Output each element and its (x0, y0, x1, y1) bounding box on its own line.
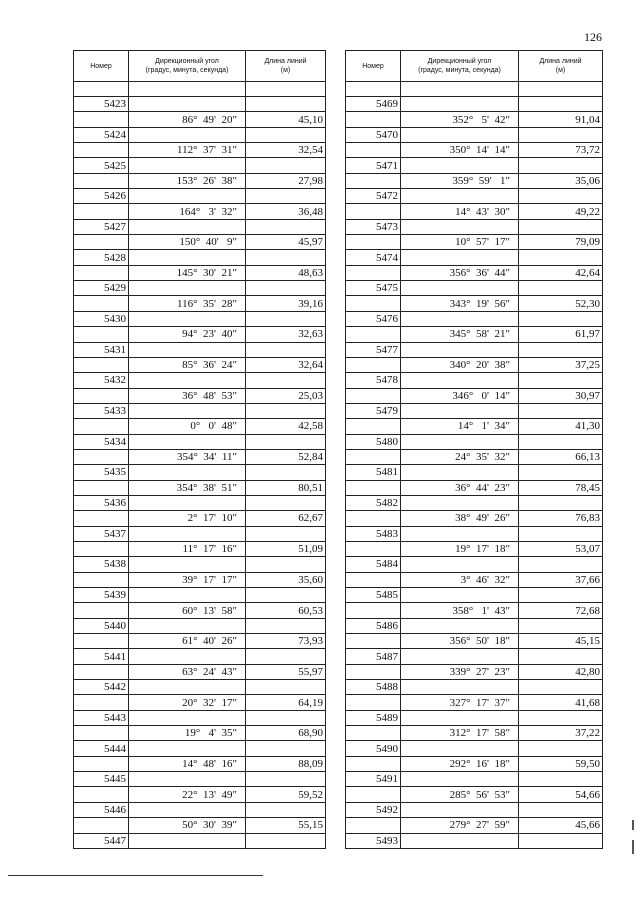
point-row (74, 97, 326, 112)
bearing-angle: 356° 50' 18" (401, 634, 519, 649)
point-number: 5436 (74, 495, 129, 510)
line-length: 51,09 (246, 541, 326, 556)
bearing-angle: 345° 58' 21" (401, 327, 519, 342)
segment-row (74, 357, 326, 372)
line-length: 64,19 (246, 695, 326, 710)
point-row (346, 557, 603, 572)
point-row (74, 618, 326, 633)
point-number: 5429 (74, 281, 129, 296)
point-row (74, 465, 326, 480)
point-row (74, 833, 326, 848)
point-number: 5440 (74, 618, 129, 633)
point-row (346, 833, 603, 848)
segment-row (346, 419, 603, 434)
segment-row (346, 449, 603, 464)
line-length: 80,51 (246, 480, 326, 495)
header-length-title: Длина линий (264, 58, 307, 65)
margin-mark (632, 820, 634, 830)
point-row (346, 342, 603, 357)
point-number: 5479 (346, 403, 401, 418)
header-length-title: Длина линий (539, 58, 582, 65)
header-row (346, 51, 603, 82)
segment-row (74, 173, 326, 188)
bearing-angle: 153° 26' 38" (129, 173, 246, 188)
segment-row (346, 357, 603, 372)
segment-row (346, 756, 603, 771)
header-angle-units: (градус, минута, секунда) (145, 67, 229, 74)
point-row (74, 710, 326, 725)
bearing-angle: 39° 17' 17" (129, 572, 246, 587)
point-number: 5445 (74, 772, 129, 787)
line-length: 60,53 (246, 603, 326, 618)
line-length: 32,64 (246, 357, 326, 372)
point-number: 5474 (346, 250, 401, 265)
line-length: 37,22 (519, 726, 603, 741)
point-row (346, 588, 603, 603)
segment-row (346, 388, 603, 403)
segment-row (74, 112, 326, 127)
bearing-angle: 354° 38' 51" (129, 480, 246, 495)
point-number: 5480 (346, 434, 401, 449)
point-row (346, 250, 603, 265)
point-row (346, 311, 603, 326)
segment-row (346, 480, 603, 495)
segment-row (74, 603, 326, 618)
point-number: 5431 (74, 342, 129, 357)
bearing-angle: 358° 1' 43" (401, 603, 519, 618)
point-row (346, 219, 603, 234)
line-length: 88,09 (246, 756, 326, 771)
point-row (74, 189, 326, 204)
bearing-angle: 38° 49' 26" (401, 511, 519, 526)
point-row (346, 526, 603, 541)
point-row (346, 802, 603, 817)
line-length: 39,16 (246, 296, 326, 311)
point-row (346, 97, 603, 112)
line-length: 62,67 (246, 511, 326, 526)
bearing-angle: 20° 32' 17" (129, 695, 246, 710)
line-length: 91,04 (519, 112, 603, 127)
segment-row (74, 449, 326, 464)
point-row (346, 618, 603, 633)
point-row (74, 741, 326, 756)
point-number: 5424 (74, 127, 129, 142)
line-length: 45,97 (246, 235, 326, 250)
point-number: 5470 (346, 127, 401, 142)
point-number: 5469 (346, 97, 401, 112)
bearing-angle: 36° 44' 23" (401, 480, 519, 495)
point-number: 5489 (346, 710, 401, 725)
segment-row (74, 572, 326, 587)
line-length: 25,03 (246, 388, 326, 403)
point-row (74, 526, 326, 541)
point-row (74, 373, 326, 388)
point-number: 5437 (74, 526, 129, 541)
line-length: 49,22 (519, 204, 603, 219)
segment-row (346, 603, 603, 618)
point-row (74, 281, 326, 296)
point-row (74, 311, 326, 326)
point-number: 5482 (346, 495, 401, 510)
header-length-units: (м) (280, 67, 291, 74)
bearing-angle: 354° 34' 11" (129, 449, 246, 464)
bearing-angle: 14° 48' 16" (129, 756, 246, 771)
header-number: Номер (74, 51, 129, 82)
segment-row (74, 726, 326, 741)
header-number: Номер (346, 51, 401, 82)
line-length: 36,48 (246, 204, 326, 219)
bearing-angle: 150° 40' 9" (129, 235, 246, 250)
line-length: 79,09 (519, 235, 603, 250)
point-row (74, 680, 326, 695)
point-number: 5435 (74, 465, 129, 480)
point-row (74, 772, 326, 787)
point-number: 5484 (346, 557, 401, 572)
line-length: 52,30 (519, 296, 603, 311)
segment-row (346, 265, 603, 280)
bearing-angle: 86° 49' 20" (129, 112, 246, 127)
segment-row (74, 664, 326, 679)
bearing-angle: 346° 0' 14" (401, 388, 519, 403)
point-number: 5472 (346, 189, 401, 204)
bearing-angle: 61° 40' 26" (129, 634, 246, 649)
bearing-angle: 285° 56' 53" (401, 787, 519, 802)
line-length: 27,98 (246, 173, 326, 188)
point-number: 5490 (346, 741, 401, 756)
bearing-angle: 350° 14' 14" (401, 143, 519, 158)
segment-row (346, 818, 603, 833)
bearing-angle: 60° 13' 58" (129, 603, 246, 618)
line-length: 54,66 (519, 787, 603, 802)
point-number: 5428 (74, 250, 129, 265)
bearing-angle: 94° 23' 40" (129, 327, 246, 342)
bearing-angle: 10° 57' 17" (401, 235, 519, 250)
bearing-angle: 14° 43' 30" (401, 204, 519, 219)
segment-row (346, 695, 603, 710)
bearing-angle: 356° 36' 44" (401, 265, 519, 280)
right-coordinates-table (345, 50, 603, 849)
segment-row (74, 787, 326, 802)
bearing-angle: 2° 17' 10" (129, 511, 246, 526)
segment-row (346, 787, 603, 802)
point-number: 5491 (346, 772, 401, 787)
segment-row (346, 634, 603, 649)
bearing-angle: 3° 46' 32" (401, 572, 519, 587)
segment-row (346, 541, 603, 556)
spacer-row (346, 82, 603, 97)
point-row (74, 557, 326, 572)
bearing-angle: 145° 30' 21" (129, 265, 246, 280)
bearing-angle: 292° 16' 18" (401, 756, 519, 771)
bearing-angle: 22° 13' 49" (129, 787, 246, 802)
segment-row (346, 204, 603, 219)
point-number: 5481 (346, 465, 401, 480)
point-number: 5471 (346, 158, 401, 173)
bearing-angle: 85° 36' 24" (129, 357, 246, 372)
point-number: 5493 (346, 833, 401, 848)
point-row (74, 219, 326, 234)
point-number: 5426 (74, 189, 129, 204)
line-length: 45,66 (519, 818, 603, 833)
point-number: 5478 (346, 373, 401, 388)
segment-row (346, 143, 603, 158)
point-row (346, 189, 603, 204)
point-number: 5483 (346, 526, 401, 541)
point-row (346, 772, 603, 787)
spacer-row (74, 82, 326, 97)
line-length: 73,72 (519, 143, 603, 158)
line-length: 48,63 (246, 265, 326, 280)
segment-row (74, 204, 326, 219)
line-length: 73,93 (246, 634, 326, 649)
line-length: 32,54 (246, 143, 326, 158)
bearing-angle: 339° 27' 23" (401, 664, 519, 679)
line-length: 72,68 (519, 603, 603, 618)
point-row (74, 158, 326, 173)
header-angle (129, 51, 246, 82)
segment-row (74, 480, 326, 495)
segment-row (74, 265, 326, 280)
segment-row (74, 143, 326, 158)
margin-mark (632, 840, 634, 854)
point-row (346, 373, 603, 388)
point-number: 5432 (74, 373, 129, 388)
segment-row (74, 634, 326, 649)
header-length-units: (м) (555, 67, 566, 74)
bearing-angle: 0° 0' 48" (129, 419, 246, 434)
point-row (346, 710, 603, 725)
point-number: 5473 (346, 219, 401, 234)
point-row (346, 741, 603, 756)
line-length: 55,15 (246, 818, 326, 833)
line-length: 32,63 (246, 327, 326, 342)
line-length: 52,84 (246, 449, 326, 464)
bearing-angle: 164° 3' 32" (129, 204, 246, 219)
point-row (346, 127, 603, 142)
bearing-angle: 279° 27' 59" (401, 818, 519, 833)
segment-row (74, 327, 326, 342)
point-number: 5443 (74, 710, 129, 725)
line-length: 78,45 (519, 480, 603, 495)
line-length: 37,25 (519, 357, 603, 372)
point-number: 5442 (74, 680, 129, 695)
point-row (74, 250, 326, 265)
page-number: 126 (584, 30, 602, 44)
bearing-angle: 340° 20' 38" (401, 357, 519, 372)
point-number: 5487 (346, 649, 401, 664)
line-length: 41,30 (519, 419, 603, 434)
line-length: 59,50 (519, 756, 603, 771)
bearing-angle: 343° 19' 56" (401, 296, 519, 311)
line-length: 30,97 (519, 388, 603, 403)
bearing-angle: 327° 17' 37" (401, 695, 519, 710)
line-length: 59,52 (246, 787, 326, 802)
point-number: 5446 (74, 802, 129, 817)
bearing-angle: 24° 35' 32" (401, 449, 519, 464)
point-number: 5427 (74, 219, 129, 234)
bearing-angle: 50° 30' 39" (129, 818, 246, 833)
point-row (346, 281, 603, 296)
bearing-angle: 36° 48' 53" (129, 388, 246, 403)
header-row (74, 51, 326, 82)
point-number: 5447 (74, 833, 129, 848)
point-row (74, 342, 326, 357)
point-number: 5485 (346, 588, 401, 603)
segment-row (74, 388, 326, 403)
point-number: 5476 (346, 311, 401, 326)
point-number: 5425 (74, 158, 129, 173)
line-length: 68,90 (246, 726, 326, 741)
segment-row (74, 818, 326, 833)
point-number: 5439 (74, 588, 129, 603)
point-row (346, 649, 603, 664)
point-number: 5430 (74, 311, 129, 326)
segment-row (74, 695, 326, 710)
bearing-angle: 11° 17' 16" (129, 541, 246, 556)
line-length: 45,15 (519, 634, 603, 649)
point-number: 5423 (74, 97, 129, 112)
point-row (74, 127, 326, 142)
segment-row (346, 726, 603, 741)
bearing-angle: 312° 17' 58" (401, 726, 519, 741)
line-length: 35,60 (246, 572, 326, 587)
segment-row (346, 664, 603, 679)
line-length: 76,83 (519, 511, 603, 526)
header-angle-title: Дирекционный угол (427, 58, 492, 65)
point-row (346, 680, 603, 695)
point-row (346, 465, 603, 480)
point-row (74, 403, 326, 418)
segment-row (346, 511, 603, 526)
segment-row (74, 511, 326, 526)
point-row (74, 802, 326, 817)
line-length: 55,97 (246, 664, 326, 679)
header-angle-title: Дирекционный угол (155, 58, 219, 65)
line-length: 35,06 (519, 173, 603, 188)
bearing-angle: 352° 5' 42" (401, 112, 519, 127)
point-number: 5488 (346, 680, 401, 695)
point-row (346, 403, 603, 418)
bearing-angle: 19° 17' 18" (401, 541, 519, 556)
point-number: 5475 (346, 281, 401, 296)
bearing-angle: 359° 59' 1" (401, 173, 519, 188)
line-length: 53,07 (519, 541, 603, 556)
segment-row (74, 235, 326, 250)
line-length: 42,58 (246, 419, 326, 434)
line-length: 66,13 (519, 449, 603, 464)
point-row (346, 434, 603, 449)
left-coordinates-table (73, 50, 326, 849)
header-angle-units: (градус, минута, секунда) (418, 67, 501, 74)
point-row (346, 158, 603, 173)
bearing-angle: 112° 37' 31" (129, 143, 246, 158)
segment-row (74, 419, 326, 434)
point-row (74, 588, 326, 603)
bearing-angle: 116° 35' 28" (129, 296, 246, 311)
bearing-angle: 14° 1' 34" (401, 419, 519, 434)
line-length: 42,64 (519, 265, 603, 280)
line-length: 41,68 (519, 695, 603, 710)
segment-row (346, 112, 603, 127)
segment-row (346, 296, 603, 311)
bearing-angle: 63° 24' 43" (129, 664, 246, 679)
segment-row (74, 296, 326, 311)
segment-row (346, 572, 603, 587)
header-angle (401, 51, 519, 82)
bearing-angle: 19° 4' 35" (129, 726, 246, 741)
point-number: 5433 (74, 403, 129, 418)
header-length (246, 51, 326, 82)
segment-row (346, 173, 603, 188)
line-length: 61,97 (519, 327, 603, 342)
segment-row (346, 235, 603, 250)
point-number: 5492 (346, 802, 401, 817)
point-row (74, 649, 326, 664)
point-number: 5434 (74, 434, 129, 449)
point-row (346, 495, 603, 510)
line-length: 37,66 (519, 572, 603, 587)
segment-row (346, 327, 603, 342)
point-number: 5477 (346, 342, 401, 357)
footer-rule (8, 875, 263, 876)
point-row (74, 434, 326, 449)
point-number: 5438 (74, 557, 129, 572)
point-number: 5444 (74, 741, 129, 756)
point-row (74, 495, 326, 510)
point-number: 5486 (346, 618, 401, 633)
segment-row (74, 756, 326, 771)
line-length: 42,80 (519, 664, 603, 679)
header-length (519, 51, 603, 82)
line-length: 45,10 (246, 112, 326, 127)
point-number: 5441 (74, 649, 129, 664)
segment-row (74, 541, 326, 556)
